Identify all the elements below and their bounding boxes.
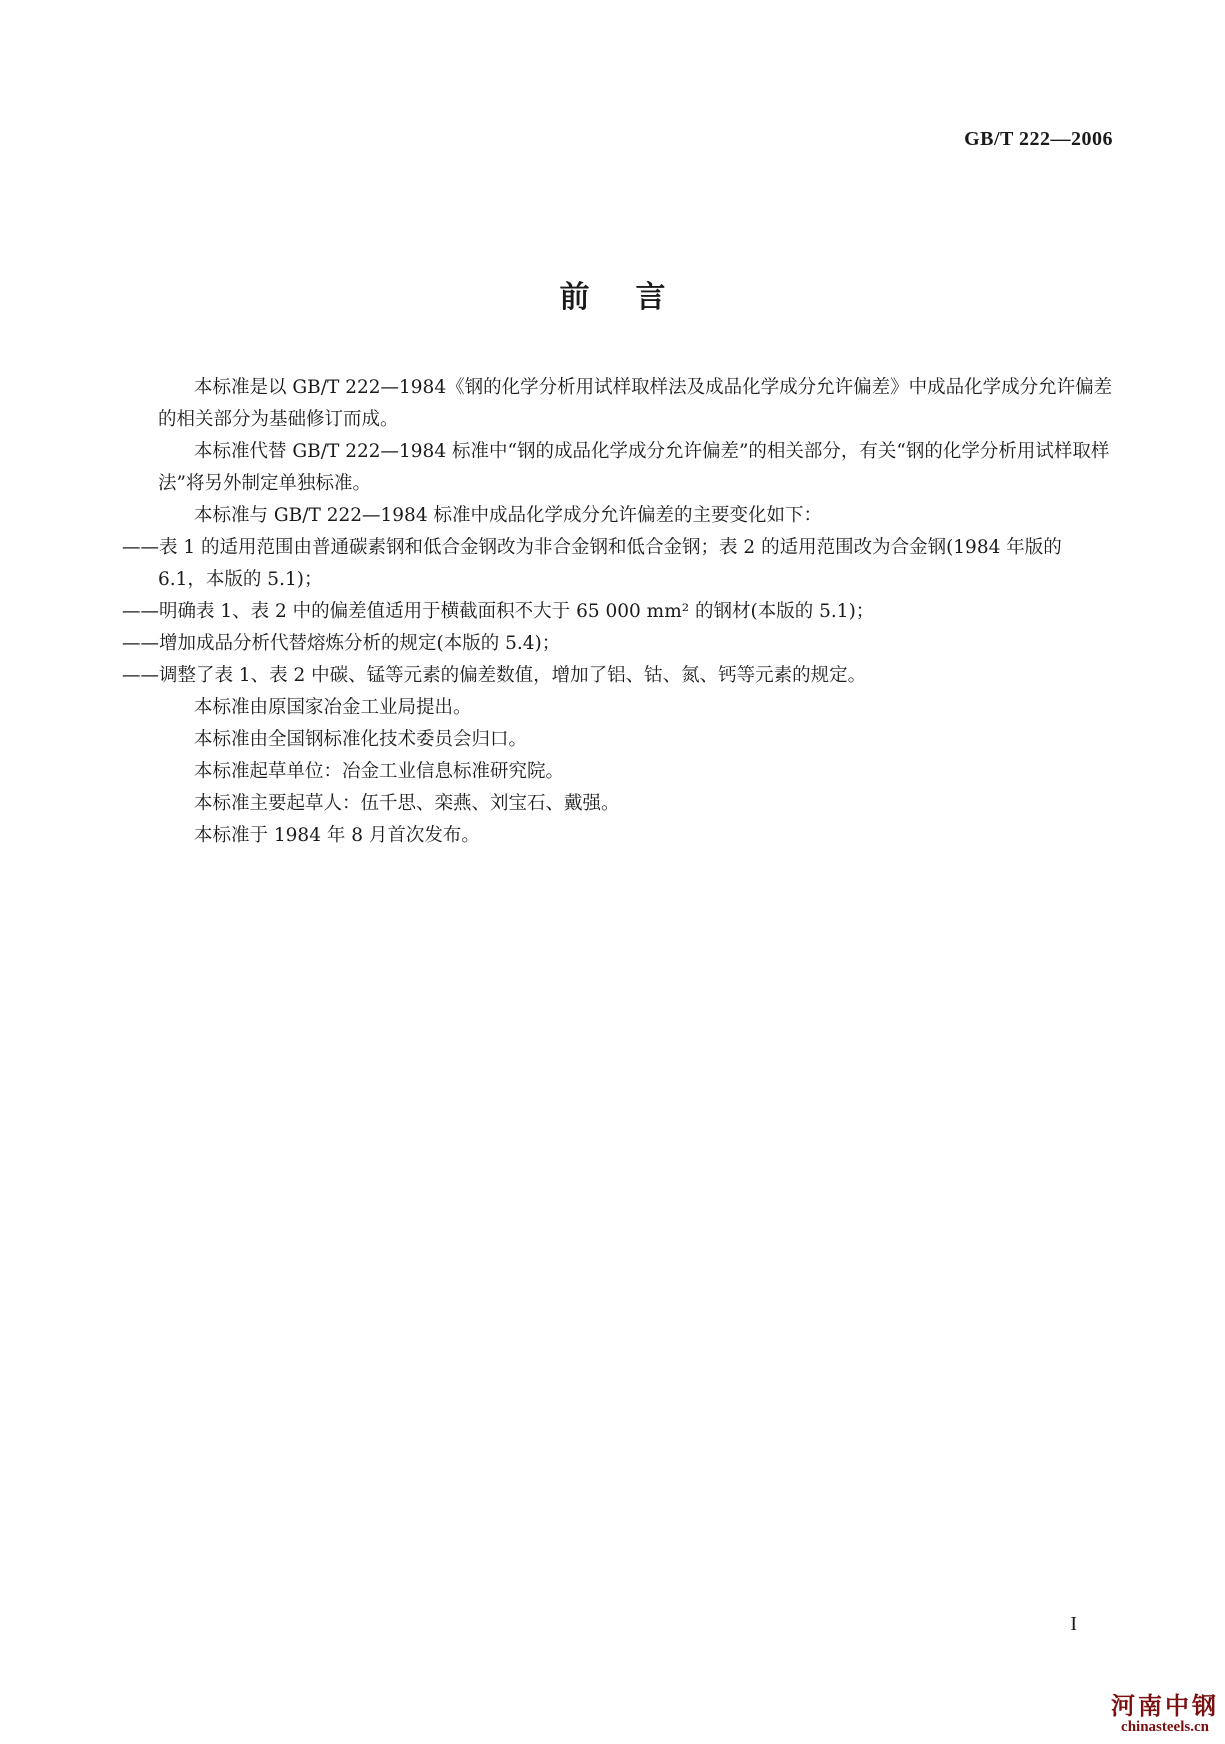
paragraph-proposed-by: 本标准由原国家冶金工业局提出。 [194,697,472,718]
page-number: I [1070,1613,1077,1635]
paragraph-drafters: 本标准主要起草人：伍千思、栾燕、刘宝石、戴强。 [194,793,620,814]
watermark-domain: chinasteels.cn [1121,1719,1209,1735]
change-item: ——增加成品分析代替熔炼分析的规定(本版的 5.4)； [122,633,561,654]
change-item: ——明确表 1、表 2 中的偏差值适用于横截面积不大于 65 000 mm² 的钢材(本版的 5.1)； [122,601,875,622]
paragraph-drafting-unit: 本标准起草单位：冶金工业信息标准研究院。 [194,761,565,782]
change-item: ——调整了表 1、表 2 中碳、锰等元素的偏差数值，增加了铝、钴、氮、钙等元素的规定。 [122,665,867,686]
paragraph-basis: 本标准是以 GB/T 222—1984《钢的化学分析用试样取样法及成品化学成分允许偏差》中成品化学成分允许偏差的相关部分为基础修订而成。 [158,377,1113,430]
paragraph-replaces: 本标准代替 GB/T 222—1984 标准中“钢的成品化学成分允许偏差”的相关部分，有关“钢的化学分析用试样取样法”将另外制定单独标准。 [158,441,1110,494]
watermark-logo [1111,1694,1219,1735]
foreword-body [122,372,1113,852]
page-title: 前言 [559,280,712,315]
paragraph-changes-intro: 本标准与 GB/T 222—1984 标准中成品化学成分允许偏差的主要变化如下： [194,505,822,526]
paragraph-first-issued: 本标准于 1984 年 8 月首次发布。 [194,825,480,846]
paragraph-managed-by: 本标准由全国钢标准化技术委员会归口。 [194,729,528,750]
standard-code: GB/T 222—2006 [964,128,1113,150]
watermark-chinese: 河南中钢 [1111,1692,1219,1720]
change-item: ——表 1 的适用范围由普通碳素钢和低合金钢改为非合金钢和低合金钢；表 2 的适用范围改为合金钢(1984 年版的 6.1，本版的 5.1)； [122,537,1062,590]
